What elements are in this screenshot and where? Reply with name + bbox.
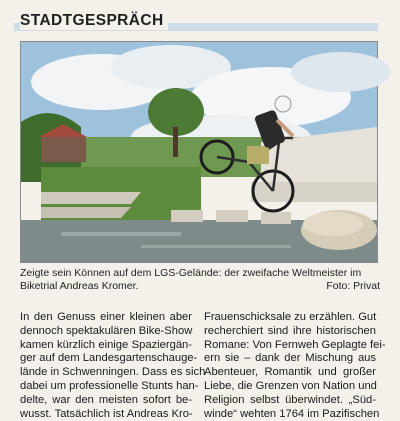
- article-line: winde“ wehten 1764 im Pazifischen: [204, 407, 380, 420]
- article-line: ern sie – dank der Mischung aus: [204, 352, 376, 365]
- article-line: In den Genuss einer kleinen aber: [20, 311, 192, 323]
- article-line: lände in Schwenningen. Dass es sich: [20, 366, 206, 379]
- photo-caption: [20, 267, 380, 293]
- article-line: dabei um professionelle Stunts han-: [20, 379, 199, 392]
- article-line: kamen kürzlich einige Spaziergän-: [20, 338, 192, 351]
- article-column-left: [20, 311, 206, 421]
- caption-text: Zeigte sein Können auf dem LGS-Gelände: der zweifache Weltmeister im Biketrial Andreas Kromer.: [20, 267, 362, 292]
- article-photo: [20, 41, 378, 263]
- article-column-right: [204, 311, 386, 421]
- article-line: Romane: Von Fernweh Geplagte fei-: [204, 338, 386, 351]
- article-line: ger auf dem Landesgartenschauge-: [20, 352, 198, 365]
- section-title: STADTGESPRÄCH: [20, 12, 168, 30]
- article-line: dennoch spektakulären Bike-Show: [20, 324, 193, 337]
- article-line: recherchiert sind ihre historischen: [204, 324, 376, 337]
- article-line: Religion selbst überwindet. „Süd-: [204, 393, 376, 406]
- article-line: delte, war den meisten sofort be-: [20, 393, 192, 406]
- section-header: [14, 9, 378, 34]
- article-body: [20, 311, 386, 420]
- biker-photo-illustration: [21, 42, 377, 262]
- photo-credit: Foto: Privat: [326, 280, 380, 292]
- article-line: Abenteuer, Romantik und großer: [204, 366, 376, 379]
- article-line: Liebe, die Grenzen von Nation und: [204, 379, 377, 392]
- article-line: Frauenschicksale zu erzählen. Gut: [204, 311, 377, 323]
- article-line: wusst. Tatsächlich ist Andreas Kro-: [20, 407, 193, 420]
